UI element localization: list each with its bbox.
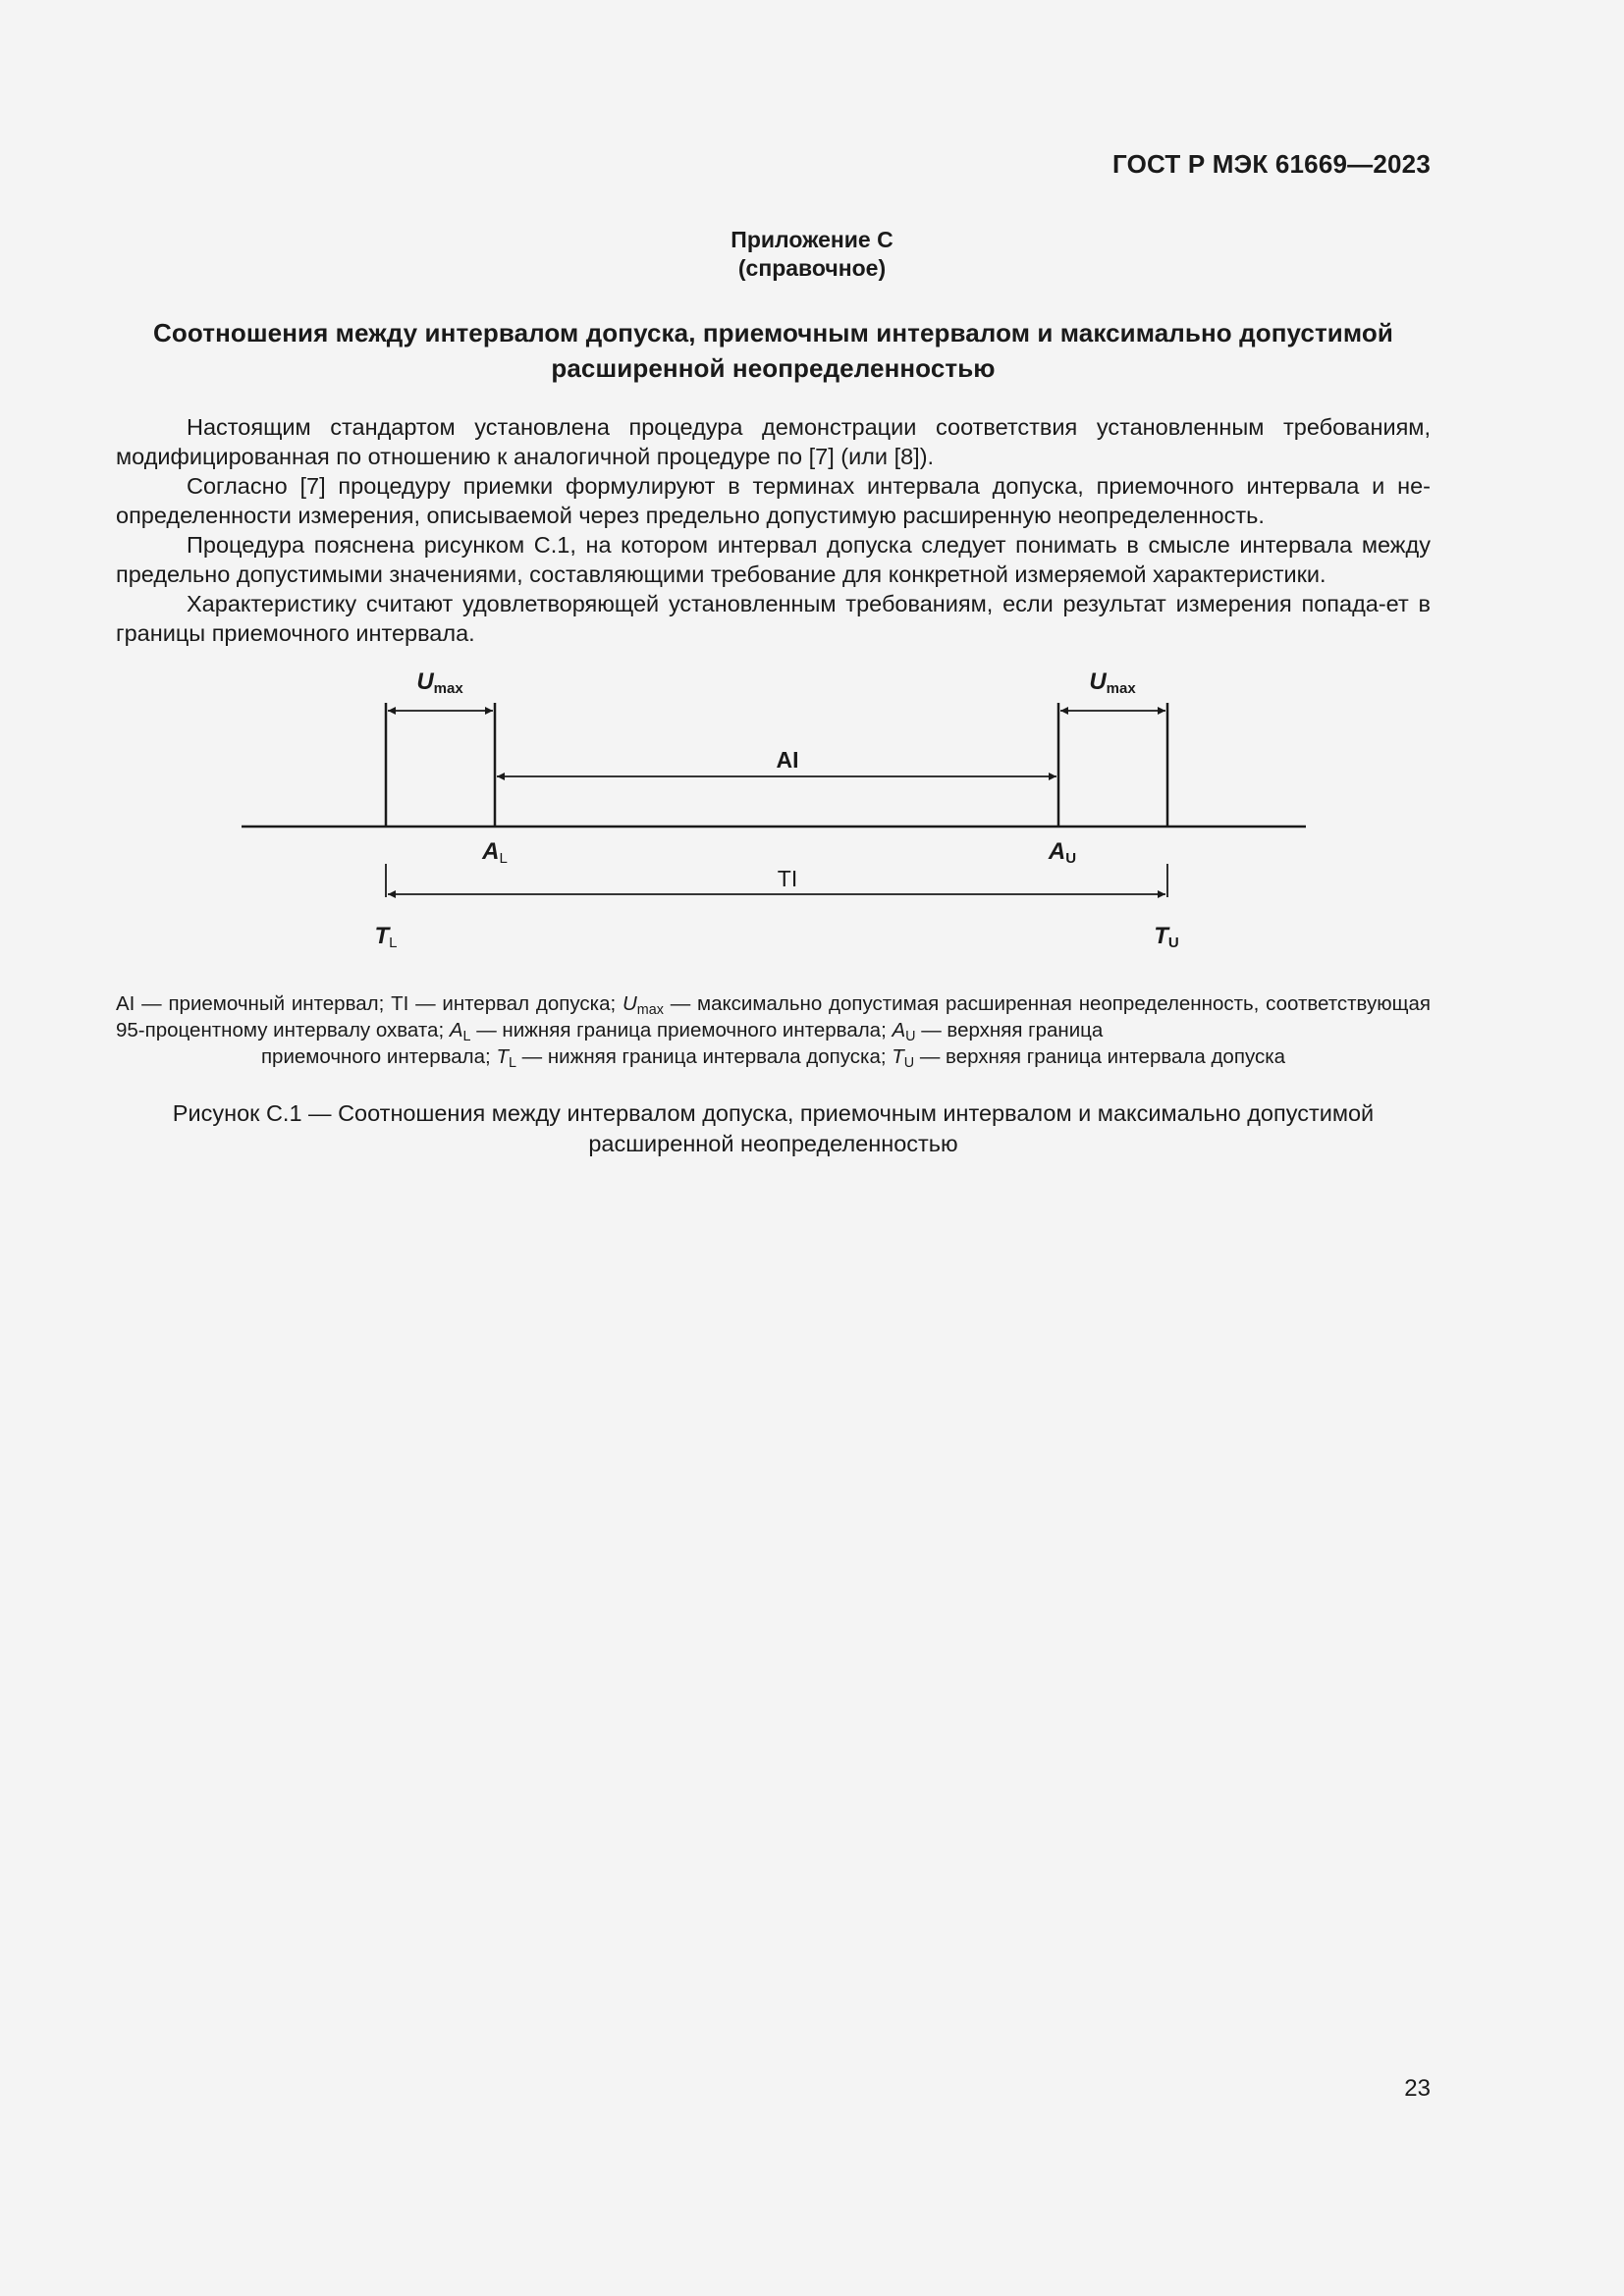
appendix-title: Приложение С bbox=[731, 227, 893, 252]
legend-line: AI — приемочный интервал; TI — интервал допуска; $U_{max}$ — максимально допустимая расширенная неопределенность, соответствующая 95-процентному интервалу охвата; $A_L$ — нижняя граница приемочного интервала; $A_U$ — верхняя граница bbox=[116, 992, 1431, 1044]
figure-diagram bbox=[226, 658, 1326, 972]
paragraph: Характеристику считают удовлетворяющей установленным требованиям, если результат измерения попада-ет в границы приемочного интервала. bbox=[116, 591, 1431, 646]
umax-left-label: Umax bbox=[416, 668, 463, 697]
tu-label: TU bbox=[1154, 923, 1179, 951]
caption-line: Рисунок С.1 — Соотношения между интервалом допуска, приемочным интервалом и максимально допустимой bbox=[172, 1100, 1375, 1126]
paragraph: Согласно [7] процедуру приемки формулируют в терминах интервала допуска, приемочного интервала и не-определенности измерения, описываемой через предельно допустимую расширенную неопределенность. bbox=[116, 473, 1431, 528]
paragraph: Процедура пояснена рисунком С.1, на котором интервал допуска следует понимать в смысле интервала между предельно допустимыми значениями, составляющими требование для конкретной измеряемой характеристики. bbox=[116, 532, 1431, 587]
appendix-note: (справочное) bbox=[737, 255, 887, 281]
au-label: AU bbox=[1048, 838, 1077, 867]
page-number: 23 bbox=[1404, 2075, 1431, 2102]
legend-line: приемочного интервала; $T_L$ — нижняя граница интервала допуска; $T_U$ — верхняя граница интервала допуска bbox=[260, 1045, 1286, 1071]
tl-label: TL bbox=[374, 923, 398, 951]
al-label: AL bbox=[482, 838, 508, 867]
ai-label: AI bbox=[776, 747, 799, 773]
ti-label: TI bbox=[777, 866, 798, 891]
appendix-heading bbox=[0, 226, 1624, 283]
figure-caption bbox=[116, 1098, 1431, 1159]
caption-line: расширенной неопределенностью bbox=[588, 1131, 958, 1156]
umax-right-label: Umax bbox=[1089, 668, 1136, 697]
body-text bbox=[116, 412, 1431, 648]
document-code: ГОСТ Р МЭК 61669—2023 bbox=[1111, 149, 1431, 179]
figure-legend bbox=[116, 990, 1431, 1070]
section-title: Соотношения между интервалом допуска, приемочным интервалом и максимально допустимой расширенной неопределенностью bbox=[153, 318, 1393, 383]
paragraph: Настоящим стандартом установлена процедура демонстрации соответствия установленным требованиям, модифицированная по отношению к аналогичной процедуре по [7] (или [8]). bbox=[116, 414, 1431, 469]
